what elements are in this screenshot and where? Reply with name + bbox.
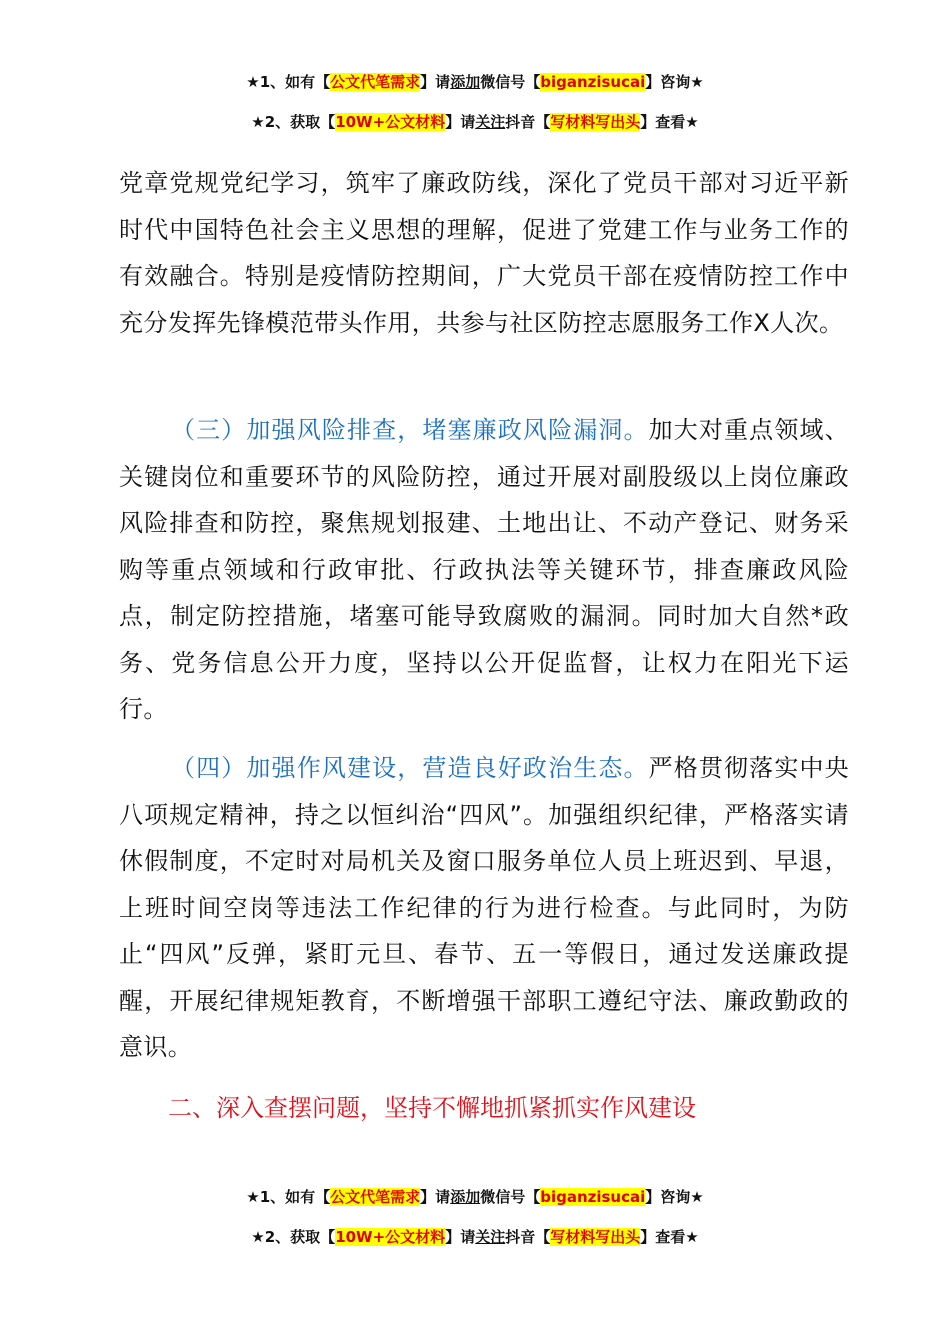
banner-underlined-text: 添加 [450, 73, 481, 91]
banner-text: ★1、如有【 [246, 73, 331, 91]
banner-text: 】请 [445, 113, 476, 131]
subheading-3: （三）加强风险排查，堵塞廉政风险漏洞。 [171, 416, 649, 444]
subheading-4: （四）加强作风建设，营造良好政治生态。 [171, 754, 649, 782]
paragraph-3 [119, 745, 849, 1071]
paragraph-2-body: 加大对重点领域、关键岗位和重要环节的风险防控，通过开展对副股级以上岗位廉政风险排查和防控，聚焦规划报建、土地出让、不动产登记、财务采购等重点领域和行政审批、行政执法等关键环节，排查廉政风险点，制定防控措施，堵塞可能导致腐败的漏洞。同时加大自然*政务、党务信息公开力度，坚持以公开促监督，让权力在阳光下运行。 [119, 416, 849, 723]
banner-text: 】查看★ [640, 113, 699, 131]
banner-text: ★2、获取【 [251, 1228, 336, 1246]
banner-highlight: 公文代笔需求 [330, 73, 421, 91]
banner-text: 】请 [445, 1228, 476, 1246]
banner-text: ★1、如有【 [246, 1188, 331, 1206]
paragraph-3-body: 严格贯彻落实中央八项规定精神，持之以恒纠治“四风”。加强组织纪律，严格落实请休假制度，不定时对局机关及窗口服务单位人员上班迟到、早退，上班时间空岗等违法工作纪律的行为进行检查。与此同时，为防止“四风”反弹，紧盯元旦、春节、五一等假日，通过发送廉政提醒，开展纪律规矩教育，不断增强干部职工遵纪守法、廉政勤政的意识。 [119, 754, 849, 1061]
section-heading-2: 二、深入查摆问题，坚持不懈地抓紧抓实作风建设 [168, 1094, 696, 1122]
banner-wechat-id: biganzisucai [540, 73, 646, 91]
banner-text: ★2、获取【 [251, 113, 336, 131]
banner-highlight: 公文代笔需求 [330, 1188, 421, 1206]
banner-text: 抖音【 [505, 113, 551, 131]
top-banner-line-2 [0, 111, 950, 133]
top-banner-line-1 [0, 71, 950, 93]
paragraph-2 [119, 407, 849, 733]
banner-underlined-text: 关注 [475, 1228, 506, 1246]
banner-douyin-id: 写材料写出头 [550, 1228, 641, 1246]
banner-douyin-id: 写材料写出头 [550, 113, 641, 131]
banner-text: 抖音【 [505, 1228, 551, 1246]
banner-wechat-id: biganzisucai [540, 1188, 646, 1206]
banner-text: 微信号【 [480, 1188, 541, 1206]
banner-text: 】请 [420, 1188, 451, 1206]
banner-highlight: 10W+公文材料 [335, 1228, 446, 1246]
banner-text: 微信号【 [480, 73, 541, 91]
banner-text: 】咨询★ [645, 73, 704, 91]
banner-underlined-text: 关注 [475, 113, 506, 131]
bottom-banner-line-2 [0, 1226, 950, 1248]
banner-text: 】请 [420, 73, 451, 91]
paragraph-1: 党章党规党纪学习，筑牢了廉政防线，深化了党员干部对习近平新时代中国特色社会主义思想的理解，促进了党建工作与业务工作的有效融合。特别是疫情防控期间，广大党员干部在疫情防控工作中充分发挥先锋模范带头作用，共参与社区防控志愿服务工作X人次。 [119, 169, 849, 337]
bottom-banner-line-1 [0, 1186, 950, 1208]
banner-highlight: 10W+公文材料 [335, 113, 446, 131]
banner-text: 】咨询★ [645, 1188, 704, 1206]
banner-underlined-text: 添加 [450, 1188, 481, 1206]
banner-text: 】查看★ [640, 1228, 699, 1246]
